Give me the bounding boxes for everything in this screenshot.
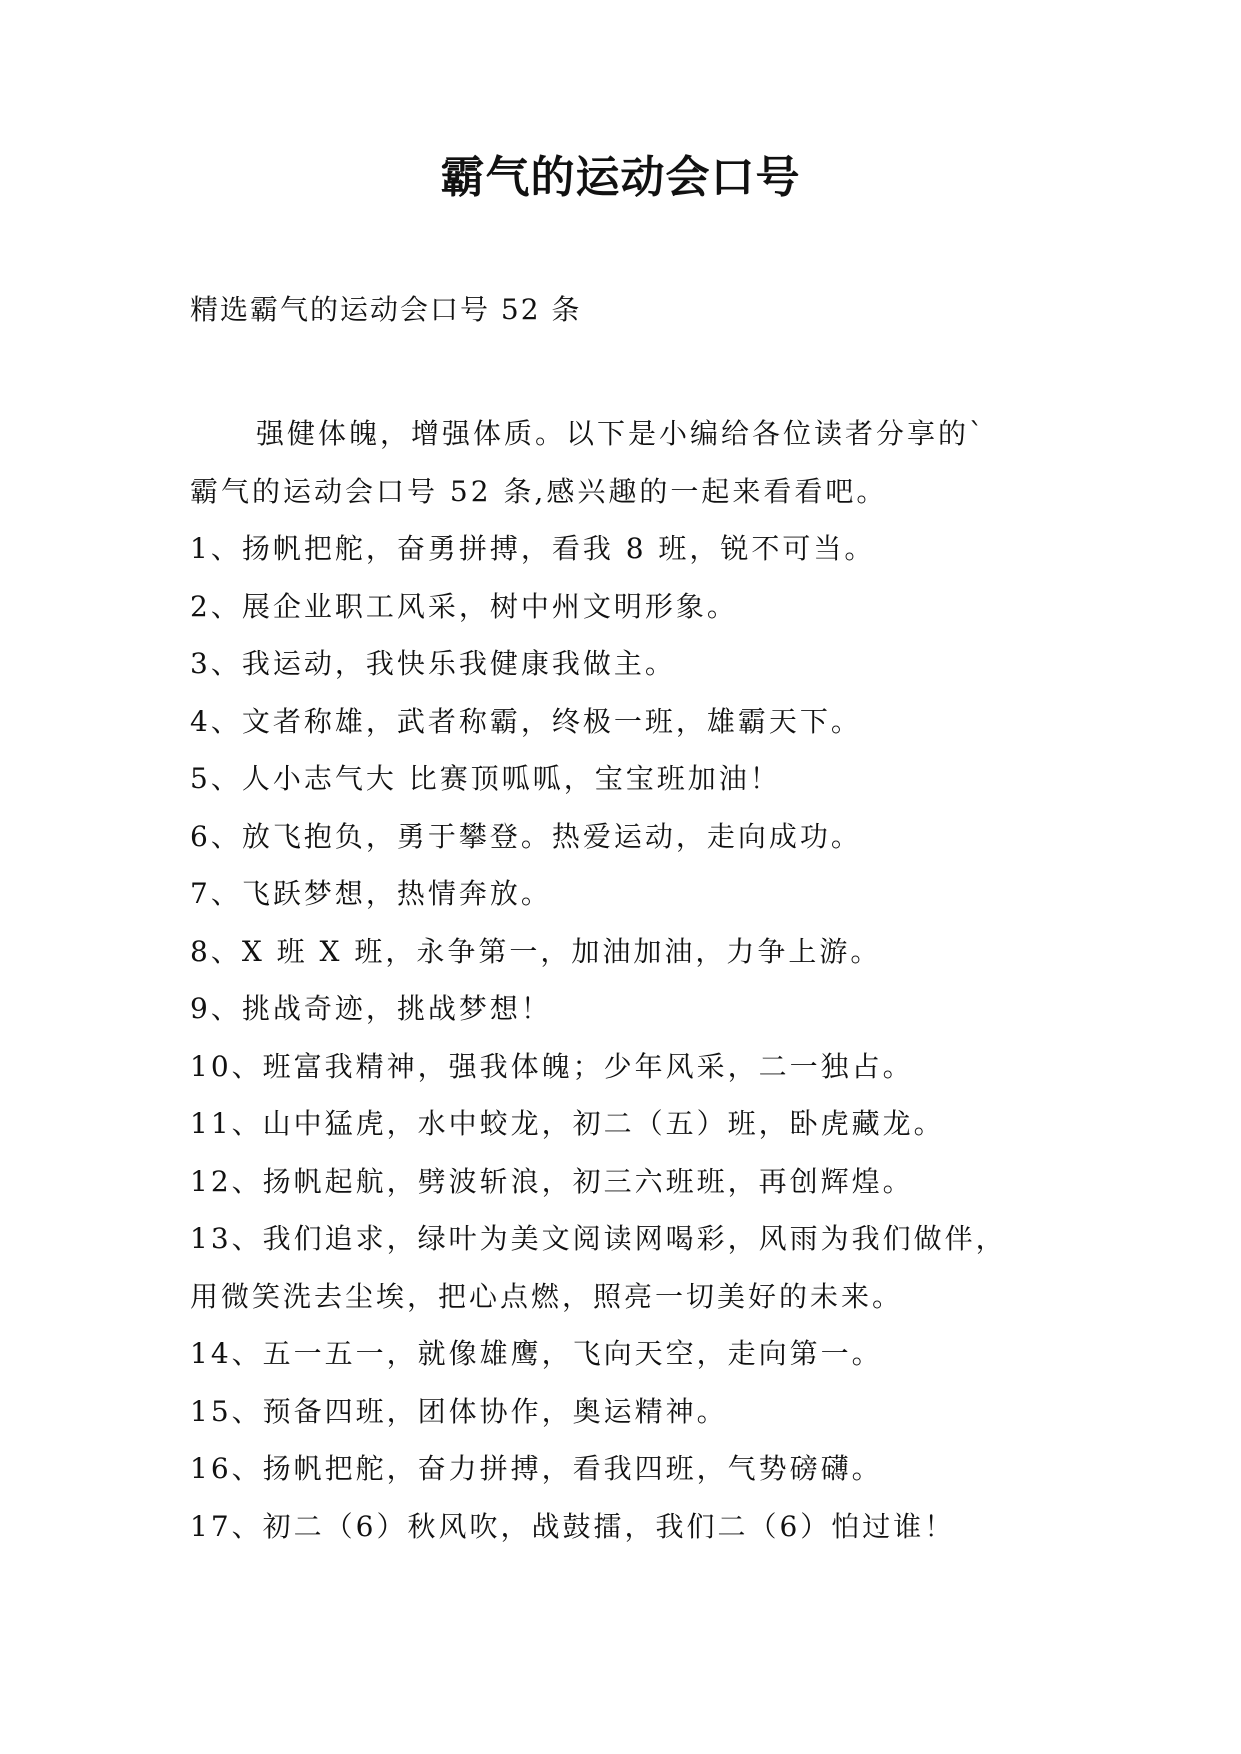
slogan-line: 15、预备四班，团体协作，奥运精神。 xyxy=(190,1394,728,1428)
intro-line: 霸气的运动会口号 52 条,感兴趣的一起来看看吧。 xyxy=(190,474,888,508)
slogan-line: 1、扬帆把舵，奋勇拼搏，看我 8 班，锐不可当。 xyxy=(190,532,876,565)
slogan-line: 6、放飞抱负，勇于攀登。热爱运动，走向成功。 xyxy=(190,819,862,853)
slogan-line: 9、挑战奇迹，挑战梦想！ xyxy=(190,992,552,1025)
slogan-line: 12、扬帆起航，劈波斩浪，初三六班班，再创辉煌。 xyxy=(190,1164,914,1198)
slogan-line: 用微笑洗去尘埃，把心点燃，照亮一切美好的未来。 xyxy=(190,1279,904,1313)
slogan-line: 7、飞跃梦想，热情奔放。 xyxy=(190,877,552,910)
document-subtitle: 精选霸气的运动会口号 52 条 xyxy=(190,293,582,326)
slogan-line: 3、我运动，我快乐我健康我做主。 xyxy=(190,647,676,680)
slogan-line: 10、班富我精神，强我体魄；少年风采，二一独占。 xyxy=(190,1049,914,1083)
document-title: 霸气的运动会口号 xyxy=(440,152,801,203)
slogan-line: 13、我们追求，绿叶为美文阅读网喝彩，风雨为我们做伴， xyxy=(190,1222,1007,1255)
slogan-line: 8、X 班 X 班，永争第一，加油加油，力争上游。 xyxy=(190,934,882,968)
slogan-line: 4、文者称雄，武者称霸，终极一班，雄霸天下。 xyxy=(190,704,862,738)
intro-line: 强健体魄，增强体质。以下是小编给各位读者分享的` xyxy=(256,417,987,450)
document-body xyxy=(190,405,1080,1555)
slogan-line: 5、人小志气大 比赛顶呱呱，宝宝班加油！ xyxy=(190,762,781,795)
slogan-line: 2、展企业职工风采，树中州文明形象。 xyxy=(190,589,738,623)
slogan-line: 11、山中猛虎，水中蛟龙，初二（五）班，卧虎藏龙。 xyxy=(190,1107,945,1140)
slogan-line: 14、五一五一，就像雄鹰，飞向天空，走向第一。 xyxy=(190,1337,883,1370)
slogan-line: 16、扬帆把舵，奋力拼搏，看我四班，气势磅礴。 xyxy=(190,1452,883,1485)
slogan-line: 17、初二（6）秋风吹，战鼓擂，我们二（6）怕过谁！ xyxy=(190,1509,956,1543)
